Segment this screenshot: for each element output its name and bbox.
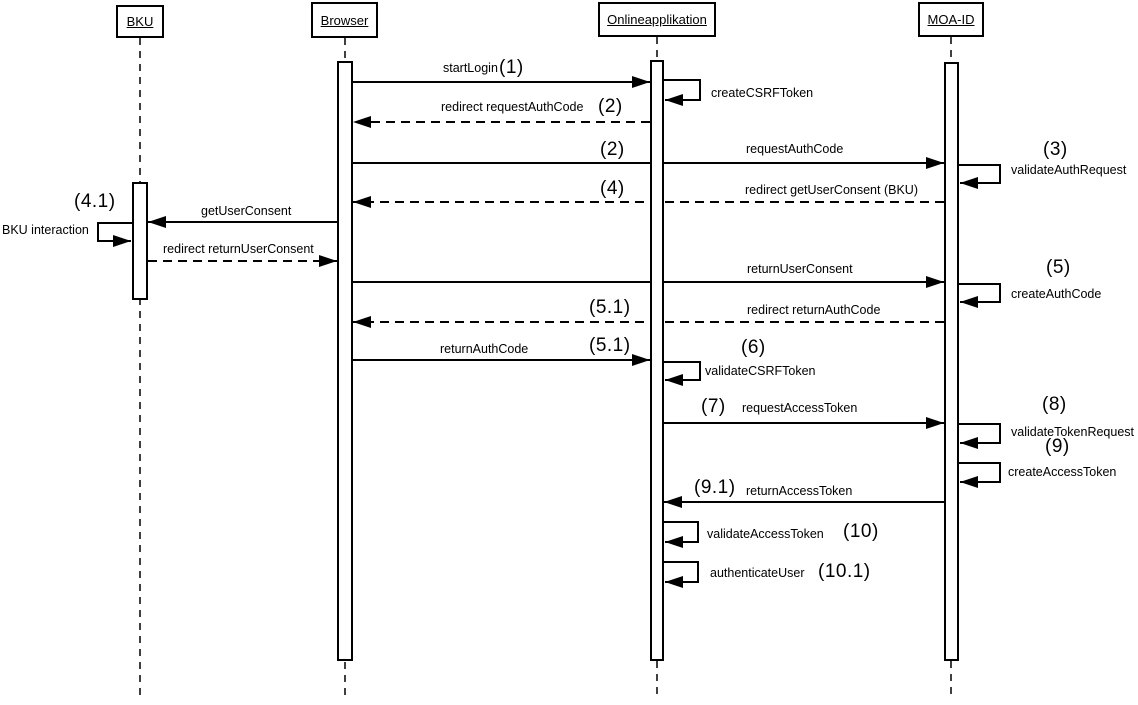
activation-browser [337, 61, 353, 661]
step-label-2-redirect: (2) [598, 96, 623, 117]
message-label-returnaccesstoken: returnAccessToken [746, 484, 853, 498]
loop-validatetokenrequest [959, 424, 1000, 443]
message-label-getuserconsent: getUserConsent [201, 204, 292, 218]
activation-bku [132, 182, 148, 300]
loop-validateaccesstoken [664, 522, 698, 542]
step-label-3: (3) [1043, 139, 1068, 160]
message-label-validateauthrequest: validateAuthRequest [1011, 163, 1127, 177]
message-label-validatetokenrequest: validateTokenRequest [1011, 425, 1134, 439]
step-label-5-1-return: (5.1) [589, 335, 631, 356]
step-label-10: (10) [843, 521, 879, 542]
message-label-requestaccesstoken: requestAccessToken [742, 401, 858, 415]
step-label-4: (4) [600, 178, 625, 199]
actor-onlineapplikation [598, 2, 716, 37]
loop-validatecsrftoken [664, 362, 700, 380]
loop-createcsrftoken [664, 80, 700, 100]
step-label-5: (5) [1046, 257, 1071, 278]
activation-moa-id [944, 62, 959, 661]
actor-browser-label: Browser [320, 12, 369, 28]
message-label-returnuserconsent: returnUserConsent [747, 262, 853, 276]
step-label-5-1-redirect: (5.1) [589, 297, 631, 318]
step-label-4-1: (4.1) [74, 191, 116, 212]
message-label-redirect-returnauthcode: redirect returnAuthCode [747, 303, 881, 317]
activation-onlineapplikation [650, 60, 664, 661]
message-label-createauthcode: createAuthCode [1011, 287, 1102, 301]
message-label-redirect-returnuserconsent: redirect returnUserConsent [163, 242, 314, 256]
loop-bku-interaction [98, 223, 132, 241]
message-label-validatecsrftoken: validateCSRFToken [705, 364, 816, 378]
actor-bku [116, 5, 164, 38]
loop-createaccesstoken [959, 463, 1000, 482]
actor-onlineapplikation-label: Onlineapplikation [607, 12, 707, 27]
step-label-9-1: (9.1) [694, 477, 736, 498]
message-label-redirect-getuserconsent: redirect getUserConsent (BKU) [745, 183, 918, 197]
loop-createauthcode [959, 284, 1000, 302]
step-label-1: (1) [499, 57, 524, 78]
message-label-returnauthcode: returnAuthCode [440, 342, 529, 356]
message-label-redirect-requestauthcode: redirect requestAuthCode [441, 100, 584, 114]
step-label-9: (9) [1045, 436, 1070, 457]
step-label-2-request: (2) [600, 139, 625, 160]
message-label-bku-interaction: BKU interaction [2, 223, 89, 237]
actor-moa-id-label: MOA-ID [927, 12, 975, 27]
actor-bku-label: BKU [126, 14, 154, 29]
message-label-createaccesstoken: createAccessToken [1008, 465, 1117, 479]
actor-moa-id [918, 2, 984, 37]
step-label-7: (7) [701, 396, 726, 417]
message-label-startlogin: startLogin [443, 61, 498, 75]
step-label-6: (6) [741, 337, 766, 358]
actor-browser [311, 2, 378, 38]
loop-authenticateuser [664, 562, 698, 582]
step-label-10-1: (10.1) [818, 561, 871, 582]
step-label-8: (8) [1042, 394, 1067, 415]
loop-validateauthrequest [959, 165, 1000, 183]
message-label-validateaccesstoken: validateAccessToken [707, 527, 824, 541]
message-label-requestauthcode: requestAuthCode [746, 142, 844, 156]
message-label-authenticateuser: authenticateUser [710, 566, 805, 580]
message-label-createcsrftoken: createCSRFToken [711, 86, 814, 100]
